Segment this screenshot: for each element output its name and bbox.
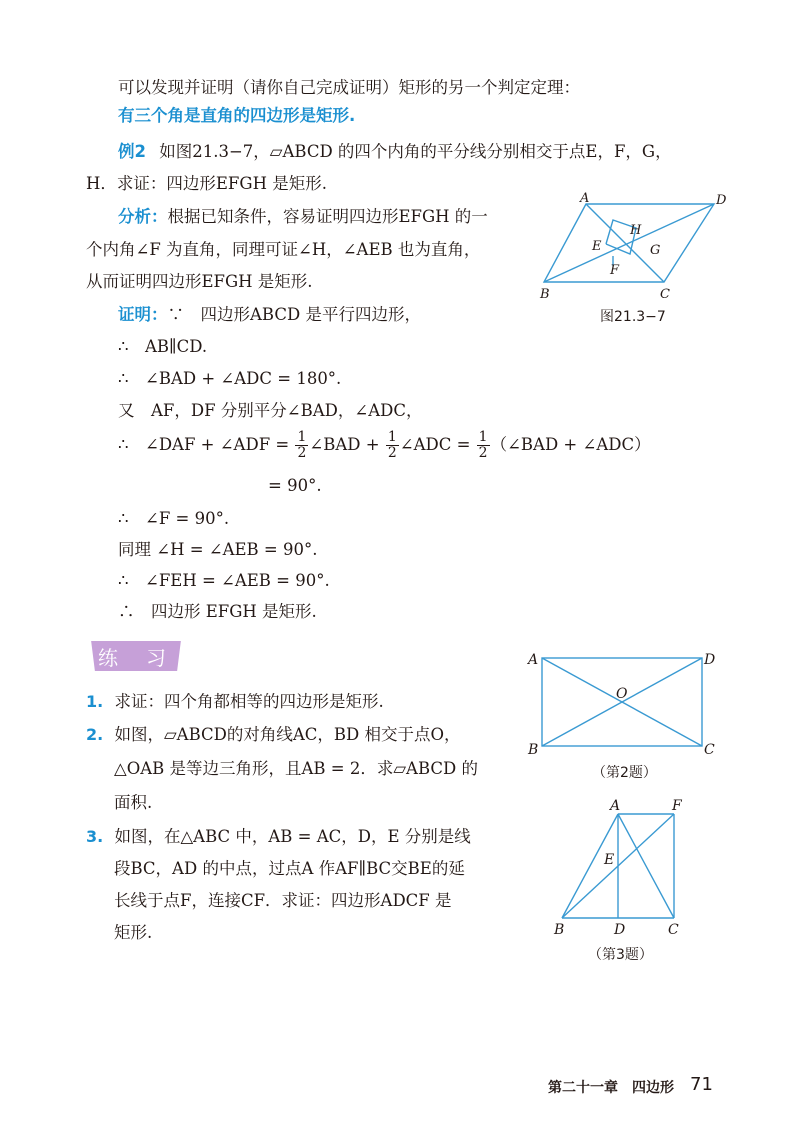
proof-line-4: 又 AF，DF 分别平分∠BAD，∠ADC， — [118, 401, 423, 420]
fig2-caption: （第2题） — [592, 765, 657, 781]
proof-line-7: ∴ ∠F = 90°. — [118, 509, 230, 528]
question-2-line-2: △OAB 是等边三角形，且AB = 2．求▱ABCD 的 — [114, 759, 478, 778]
proof-5-part-a: ∴ ∠DAF + ∠ADF = — [118, 435, 290, 454]
proof-line-9: ∴ ∠FEH = ∠AEB = 90°. — [118, 571, 330, 590]
proof-line-6: = 90°. — [268, 476, 322, 495]
fig2-label-c: C — [704, 742, 715, 758]
fig1-label-f: F — [610, 263, 620, 278]
fig1-label-d: D — [716, 193, 727, 208]
example-2-label: 例2 — [118, 142, 146, 161]
proof-line-3: ∴ ∠BAD + ∠ADC = 180°. — [118, 369, 342, 388]
q3-text-1: 如图，在△ABC 中，AB = AC，D，E 分别是线 — [114, 827, 471, 846]
proof-5-part-b: ∠BAD + — [309, 435, 380, 454]
question-3-line-3: 长线于点F，连接CF．求证：四边形ADCF 是 — [114, 891, 452, 910]
question-2-line-3: 面积. — [114, 793, 153, 812]
analysis-line-2: 个内角∠F 为直角，同理可证∠H，∠AEB 也为直角， — [86, 240, 481, 259]
fraction-half-2: $\frac{1}{2}$ — [387, 429, 397, 461]
fig1-label-e: E — [592, 239, 602, 254]
practice-title: 练 习 — [98, 646, 170, 670]
fig3-label-f: F — [672, 798, 682, 814]
analysis-line-1 — [118, 205, 488, 229]
proof-line-2: ∴ AB∥CD. — [118, 337, 208, 356]
question-1 — [86, 690, 384, 714]
q2-number: 2. — [86, 725, 104, 744]
example-2-line-2: H．求证：四边形EFGH 是矩形. — [86, 174, 327, 193]
intro-line: 可以发现并证明（请你自己完成证明）矩形的另一个判定定理： — [118, 78, 580, 97]
proof-5-part-c: ∠ADC = — [399, 435, 471, 454]
analysis-line-3: 从而证明四边形EFGH 是矩形. — [86, 272, 313, 291]
figure-question-3 — [552, 798, 692, 938]
question-3-line-1 — [86, 825, 471, 849]
question-3-line-2: 段BC，AD 的中点，过点A 作AF∥BC交BE的延 — [114, 859, 465, 878]
fig3-caption: （第3题） — [588, 947, 653, 963]
fig3-label-c: C — [668, 922, 679, 938]
fraction-half-3: $\frac{1}{2}$ — [478, 429, 488, 461]
segment-ac — [618, 814, 674, 918]
q1-text: 求证：四个角都相等的四边形是矩形. — [114, 692, 384, 711]
fig3-label-a: A — [610, 798, 621, 814]
question-3-line-4: 矩形. — [114, 923, 153, 942]
analysis-label: 分析： — [118, 207, 168, 226]
fig3-label-b: B — [554, 922, 565, 938]
fraction-half-1: $\frac{1}{2}$ — [297, 429, 307, 461]
q1-number: 1. — [86, 692, 104, 711]
fig2-label-d: D — [704, 652, 716, 668]
proof-line-8: 同理 ∠H = ∠AEB = 90°. — [118, 540, 318, 559]
analysis-text-1: 根据已知条件，容易证明四边形EFGH 的一 — [167, 207, 488, 226]
page-number: 71 — [690, 1074, 713, 1095]
figure-question-2 — [524, 646, 724, 758]
fig2-label-b: B — [528, 742, 539, 758]
example-2-text: 如图21.3−7，▱ABCD 的四个内角的平分线分别相交于点E，F，G， — [159, 142, 672, 161]
theorem-statement: 有三个角是直角的四边形是矩形. — [118, 106, 356, 125]
proof-5-part-d: （∠BAD + ∠ADC） — [490, 435, 651, 454]
chapter-footer: 第二十一章 四边形 — [548, 1080, 674, 1096]
fig1-label-g: G — [650, 243, 661, 258]
example-2-line-1 — [118, 140, 672, 164]
fig3-label-d: D — [614, 922, 626, 938]
proof-line-5 — [118, 425, 651, 465]
proof-line-10: ∴ 四边形 EFGH 是矩形. — [118, 602, 317, 621]
fig1-label-a: A — [580, 192, 590, 206]
fig3-label-e: E — [604, 852, 615, 868]
proof-text-1: ∵ 四边形ABCD 是平行四边形， — [167, 305, 421, 324]
fig2-label-a: A — [528, 652, 539, 668]
fig1-label-c: C — [660, 287, 670, 302]
proof-line-1 — [118, 303, 421, 327]
q3-number: 3. — [86, 827, 104, 846]
fig1-label-h: H — [630, 223, 642, 238]
fig2-label-o: O — [616, 686, 628, 702]
fig1-caption: 图21.3−7 — [600, 309, 666, 325]
proof-label: 证明： — [118, 305, 168, 324]
figure-21-3-7 — [536, 192, 736, 302]
question-2-line-1 — [86, 723, 461, 747]
fig1-label-b: B — [540, 287, 550, 302]
q2-text-1: 如图，▱ABCD的对角线AC，BD 相交于点O， — [114, 725, 461, 744]
